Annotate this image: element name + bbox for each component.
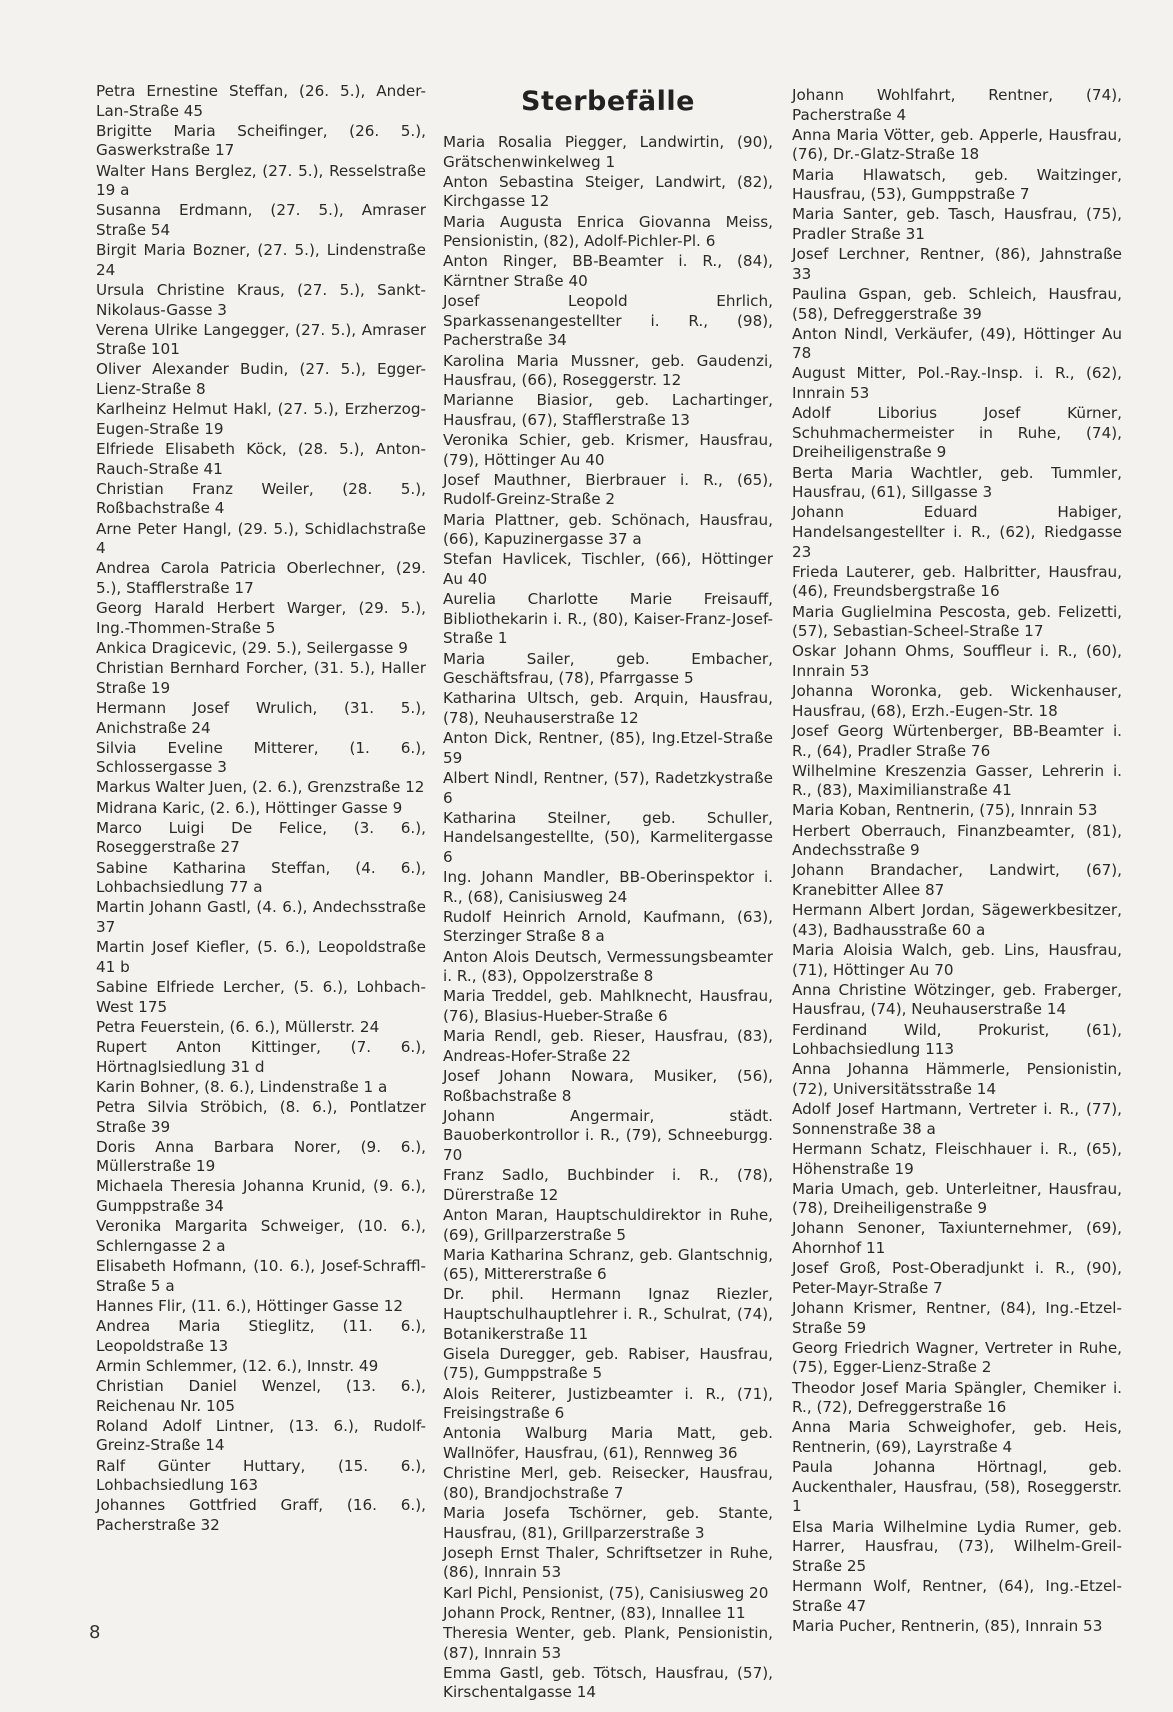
- list-item: Georg Harald Herbert Warger, (29. 5.), Ing.-Thommen-Straße 5: [96, 599, 426, 637]
- list-item: Christian Franz Weiler, (28. 5.), Roßbachstraße 4: [96, 479, 426, 518]
- list-item: Adolf Liborius Josef Kürner, Schuhmachermeister in Ruhe, (74), Dreiheiligenstraße 9: [792, 404, 1122, 462]
- list-item: Paulina Gspan, geb. Schleich, Hausfrau, (58), Defreggerstraße 39: [792, 284, 1122, 323]
- list-item: Hermann Wolf, Rentner, (64), Ing.-Etzel-Straße 47: [792, 1576, 1122, 1615]
- list-item: Albert Nindl, Rentner, (57), Radetzkystraße 6: [443, 768, 773, 807]
- list-item: Ursula Christine Kraus, (27. 5.), Sankt-Nikolaus-Gasse 3: [96, 280, 426, 319]
- list-item: Maria Santer, geb. Tasch, Hausfrau, (75), Pradler Straße 31: [792, 205, 1122, 243]
- list-item: Josef Johann Nowara, Musiker, (56), Roßbachstraße 8: [443, 1066, 773, 1105]
- list-item: Karin Bohner, (8. 6.), Lindenstraße 1 a: [96, 1077, 388, 1096]
- list-item: Ing. Johann Mandler, BB-Oberinspektor i. R., (68), Canisiusweg 24: [443, 868, 773, 906]
- list-item: Elfriede Elisabeth Köck, (28. 5.), Anton-Rauch-Straße 41: [96, 440, 426, 478]
- list-item: Johannes Gottfried Graff, (16. 6.), Pacherstraße 32: [96, 1496, 426, 1534]
- list-item: Veronika Margarita Schweiger, (10. 6.), Schlerngasse 2 a: [96, 1217, 426, 1255]
- list-item: Petra Silvia Ströbich, (8. 6.), Pontlatzer Straße 39: [96, 1097, 426, 1136]
- list-item: Franz Sadlo, Buchbinder i. R., (78), Dürerstraße 12: [443, 1166, 773, 1204]
- list-item: Sabine Katharina Steffan, (4. 6.), Lohbachsiedlung 77 a: [96, 858, 426, 897]
- list-item: Katharina Steilner, geb. Schuller, Handelsangestellte, (50), Karmelitergasse 6: [443, 808, 773, 866]
- list-item: Birgit Maria Bozner, (27. 5.), Lindenstraße 24: [96, 241, 426, 279]
- list-item: Anton Alois Deutsch, Vermessungsbeamter i. R., (83), Oppolzerstraße 8: [443, 947, 773, 986]
- list-item: Elsa Maria Wilhelmine Lydia Rumer, geb. Harrer, Hausfrau, (73), Wilhelm-Greil-Straße 25: [792, 1517, 1122, 1575]
- list-item: Joseph Ernst Thaler, Schriftsetzer in Ruhe, (86), Innrain 53: [443, 1543, 773, 1582]
- list-item: Johann Brandacher, Landwirt, (67), Kranebitter Allee 87: [792, 861, 1122, 900]
- list-item: Silvia Eveline Mitterer, (1. 6.), Schlossergasse 3: [96, 738, 426, 777]
- list-item: August Mitter, Pol.-Ray.-Insp. i. R., (62), Innrain 53: [792, 364, 1122, 403]
- list-item: Berta Maria Wachtler, geb. Tummler, Hausfrau, (61), Sillgasse 3: [792, 463, 1122, 502]
- list-item: Johann Wohlfahrt, Rentner, (74), Pacherstraße 4: [792, 86, 1122, 124]
- list-item: Dr. phil. Hermann Ignaz Riezler, Hauptschulhauptlehrer i. R., Schulrat, (74), Botanikerstraße 11: [443, 1285, 773, 1343]
- list-item: Petra Ernestine Steffan, (26. 5.), Ander-Lan-Straße 45: [96, 82, 426, 120]
- list-item: Hermann Albert Jordan, Sägewerkbesitzer, (43), Badhausstraße 60 a: [792, 901, 1122, 939]
- list-item: Johann Angermair, städt. Bauoberkontrollor i. R., (79), Schneeburgg. 70: [443, 1106, 773, 1164]
- list-item: Paula Johanna Hörtnagl, geb. Auckenthaler, Hausfrau, (58), Roseggerstr. 1: [792, 1458, 1122, 1516]
- list-item: Johanna Woronka, geb. Wickenhauser, Hausfrau, (68), Erzh.-Eugen-Str. 18: [792, 682, 1122, 720]
- list-item: Maria Guglielmina Pescosta, geb. Felizetti, (57), Sebastian-Scheel-Straße 17: [792, 602, 1122, 641]
- list-item: Midrana Karic, (2. 6.), Höttinger Gasse 9: [96, 798, 403, 817]
- list-item: Anna Johanna Hämmerle, Pensionistin, (72), Universitätsstraße 14: [792, 1060, 1122, 1098]
- list-item: Susanna Erdmann, (27. 5.), Amraser Straße 54: [96, 201, 426, 239]
- list-item: Johann Prock, Rentner, (83), Innallee 11: [443, 1603, 746, 1622]
- list-item: Brigitte Maria Scheifinger, (26. 5.), Gaswerkstraße 17: [96, 121, 426, 160]
- list-item: Karlheinz Helmut Hakl, (27. 5.), Erzherzog-Eugen-Straße 19: [96, 400, 426, 438]
- list-item: Elisabeth Hofmann, (10. 6.), Josef-Schraffl-Straße 5 a: [96, 1257, 426, 1295]
- section-heading-deaths: Sterbefälle: [521, 86, 695, 117]
- list-item: Petra Feuerstein, (6. 6.), Müllerstr. 24: [96, 1017, 380, 1036]
- list-item: Walter Hans Berglez, (27. 5.), Resselstraße 19 a: [96, 161, 426, 200]
- list-item: Christine Merl, geb. Reisecker, Hausfrau, (80), Brandjochstraße 7: [443, 1464, 773, 1502]
- list-item: Wilhelmine Kreszenzia Gasser, Lehrerin i. R., (83), Maximilianstraße 41: [792, 761, 1122, 800]
- list-item: Anton Maran, Hauptschuldirektor in Ruhe, (69), Grillparzerstraße 5: [443, 1205, 773, 1244]
- list-item: Alois Reiterer, Justizbeamter i. R., (71), Freisingstraße 6: [443, 1384, 773, 1423]
- list-item: Stefan Havlicek, Tischler, (66), Höttinger Au 40: [443, 550, 773, 588]
- column-deaths: [443, 82, 773, 1703]
- list-item: Anna Christine Wötzinger, geb. Fraberger, Hausfrau, (74), Neuhauserstraße 14: [792, 980, 1122, 1019]
- list-item: Rudolf Heinrich Arnold, Kaufmann, (63), Sterzinger Straße 8 a: [443, 907, 773, 946]
- page-number: 8: [89, 1622, 101, 1643]
- list-item: Maria Aloisia Walch, geb. Lins, Hausfrau, (71), Höttinger Au 70: [792, 941, 1122, 979]
- list-item: Michaela Theresia Johanna Krunid, (9. 6.), Gumppstraße 34: [96, 1177, 426, 1216]
- column-births: [96, 82, 426, 1536]
- list-item: Marco Luigi De Felice, (3. 6.), Roseggerstraße 27: [96, 818, 426, 857]
- list-item: Frieda Lauterer, geb. Halbritter, Hausfrau, (46), Freundsbergstraße 16: [792, 562, 1122, 601]
- list-item: Johann Eduard Habiger, Handelsangestellter i. R., (62), Riedgasse 23: [792, 503, 1122, 561]
- list-item: Maria Augusta Enrica Giovanna Meiss, Pensionistin, (82), Adolf-Pichler-Pl. 6: [443, 212, 773, 251]
- list-item: Martin Josef Kiefler, (5. 6.), Leopoldstraße 41 b: [96, 938, 426, 976]
- list-item: Theresia Wenter, geb. Plank, Pensionistin, (87), Innrain 53: [443, 1623, 773, 1662]
- list-item: Josef Groß, Post-Oberadjunkt i. R., (90), Peter-Mayr-Straße 7: [792, 1259, 1122, 1297]
- list-item: Katharina Ultsch, geb. Arquin, Hausfrau, (78), Neuhauserstraße 12: [443, 689, 773, 727]
- list-item: Emma Gastl, geb. Tötsch, Hausfrau, (57), Kirschentalgasse 14: [443, 1663, 773, 1702]
- list-item: Oskar Johann Ohms, Souffleur i. R., (60), Innrain 53: [792, 642, 1122, 680]
- list-item: Johann Krismer, Rentner, (84), Ing.-Etzel-Straße 59: [792, 1299, 1122, 1337]
- list-item: Andrea Carola Patricia Oberlechner, (29. 5.), Stafflerstraße 17: [96, 559, 426, 597]
- list-item: Markus Walter Juen, (2. 6.), Grenzstraße 12: [96, 778, 425, 797]
- list-item: Johann Senoner, Taxiunternehmer, (69), Ahornhof 11: [792, 1219, 1122, 1258]
- list-item: Antonia Walburg Maria Matt, geb. Wallnöfer, Hausfrau, (61), Rennweg 36: [443, 1424, 773, 1462]
- list-item: Josef Georg Würtenberger, BB-Beamter i. R., (64), Pradler Straße 76: [792, 721, 1122, 760]
- list-item: Anna Maria Vötter, geb. Apperle, Hausfrau, (76), Dr.-Glatz-Straße 18: [792, 125, 1122, 164]
- list-item: Adolf Josef Hartmann, Vertreter i. R., (77), Sonnenstraße 38 a: [792, 1100, 1122, 1138]
- list-item: Rupert Anton Kittinger, (7. 6.), Hörtnaglsiedlung 31 d: [96, 1037, 426, 1076]
- list-item: Karl Pichl, Pensionist, (75), Canisiusweg 20: [443, 1583, 769, 1602]
- list-item: Oliver Alexander Budin, (27. 5.), Egger-Lienz-Straße 8: [96, 360, 426, 399]
- list-item: Josef Mauthner, Bierbrauer i. R., (65), Rudolf-Greinz-Straße 2: [443, 470, 773, 509]
- list-item: Maria Koban, Rentnerin, (75), Innrain 53: [792, 801, 1098, 820]
- list-item: Georg Friedrich Wagner, Vertreter in Ruhe, (75), Egger-Lienz-Straße 2: [792, 1338, 1122, 1377]
- list-item: Arne Peter Hangl, (29. 5.), Schidlachstraße 4: [96, 519, 426, 558]
- list-item: Maria Rosalia Piegger, Landwirtin, (90), Grätschenwinkelweg 1: [443, 133, 773, 171]
- list-item: Aurelia Charlotte Marie Freisauff, Bibliothekarin i. R., (80), Kaiser-Franz-Josef-Straße 1: [443, 590, 773, 648]
- list-item: Maria Treddel, geb. Mahlknecht, Hausfrau, (76), Blasius-Hueber-Straße 6: [443, 987, 773, 1025]
- list-item: Veronika Schier, geb. Krismer, Hausfrau, (79), Höttinger Au 40: [443, 431, 773, 469]
- list-item: Christian Daniel Wenzel, (13. 6.), Reichenau Nr. 105: [96, 1376, 426, 1415]
- list-item: Maria Hlawatsch, geb. Waitzinger, Hausfrau, (53), Gumppstraße 7: [792, 165, 1122, 204]
- list-item: Karolina Maria Mussner, geb. Gaudenzi, Hausfrau, (66), Roseggerstr. 12: [443, 351, 773, 390]
- list-item: Hannes Flir, (11. 6.), Höttinger Gasse 12: [96, 1296, 404, 1315]
- list-item: Ferdinand Wild, Prokurist, (61), Lohbachsiedlung 113: [792, 1020, 1122, 1059]
- list-item: Josef Leopold Ehrlich, Sparkassenangestellter i. R., (98), Pacherstraße 34: [443, 292, 773, 350]
- list-item: Roland Adolf Lintner, (13. 6.), Rudolf-Greinz-Straße 14: [96, 1416, 426, 1455]
- list-item: Hermann Schatz, Fleischhauer i. R., (65), Höhenstraße 19: [792, 1139, 1122, 1178]
- list-item: Theodor Josef Maria Spängler, Chemiker i. R., (72), Defreggerstraße 16: [792, 1378, 1122, 1417]
- list-item: Ralf Günter Huttary, (15. 6.), Lohbachsiedlung 163: [96, 1456, 426, 1495]
- list-item: Verena Ulrike Langegger, (27. 5.), Amraser Straße 101: [96, 320, 426, 359]
- list-item: Gisela Duregger, geb. Rabiser, Hausfrau, (75), Gumppstraße 5: [443, 1344, 773, 1383]
- list-item: Anton Nindl, Verkäufer, (49), Höttinger Au 78: [792, 324, 1122, 363]
- list-item: Maria Plattner, geb. Schönach, Hausfrau, (66), Kapuzinergasse 37 a: [443, 510, 773, 549]
- list-item: Christian Bernhard Forcher, (31. 5.), Haller Straße 19: [96, 659, 426, 697]
- column-deaths-continued: [792, 86, 1122, 1637]
- list-item: Andrea Maria Stieglitz, (11. 6.), Leopoldstraße 13: [96, 1317, 426, 1355]
- list-item: Anna Maria Schweighofer, geb. Heis, Rentnerin, (69), Layrstraße 4: [792, 1418, 1122, 1456]
- list-item: Maria Katharina Schranz, geb. Glantschnig, (65), Mittererstraße 6: [443, 1245, 773, 1284]
- list-item: Maria Sailer, geb. Embacher, Geschäftsfrau, (78), Pfarrgasse 5: [443, 649, 773, 688]
- list-item: Sabine Elfriede Lercher, (5. 6.), Lohbach-West 175: [96, 977, 426, 1016]
- list-item: Herbert Oberrauch, Finanzbeamter, (81), Andechsstraße 9: [792, 821, 1122, 860]
- list-item: Ankica Dragicevic, (29. 5.), Seilergasse 9: [96, 638, 408, 657]
- list-item: Hermann Josef Wrulich, (31. 5.), Anichstraße 24: [96, 698, 426, 737]
- list-item: Marianne Biasior, geb. Lachartinger, Hausfrau, (67), Stafflerstraße 13: [443, 391, 773, 429]
- list-item: Josef Lerchner, Rentner, (86), Jahnstraße 33: [792, 245, 1122, 283]
- list-item: Maria Rendl, geb. Rieser, Hausfrau, (83), Andreas-Hofer-Straße 22: [443, 1027, 773, 1065]
- list-item: Doris Anna Barbara Norer, (9. 6.), Müllerstraße 19: [96, 1137, 426, 1176]
- list-item: Anton Sebastina Steiger, Landwirt, (82), Kirchgasse 12: [443, 172, 773, 211]
- list-item: Maria Josefa Tschörner, geb. Stante, Hausfrau, (81), Grillparzerstraße 3: [443, 1503, 773, 1542]
- list-item: Armin Schlemmer, (12. 6.), Innstr. 49: [96, 1356, 379, 1375]
- list-item: Anton Ringer, BB-Beamter i. R., (84), Kärntner Straße 40: [443, 252, 773, 290]
- list-item: Martin Johann Gastl, (4. 6.), Andechsstraße 37: [96, 898, 426, 936]
- list-item: Maria Pucher, Rentnerin, (85), Innrain 53: [792, 1616, 1103, 1635]
- list-item: Anton Dick, Rentner, (85), Ing.Etzel-Straße 59: [443, 729, 773, 767]
- list-item: Maria Umach, geb. Unterleitner, Hausfrau, (78), Dreiheiligenstraße 9: [792, 1179, 1122, 1218]
